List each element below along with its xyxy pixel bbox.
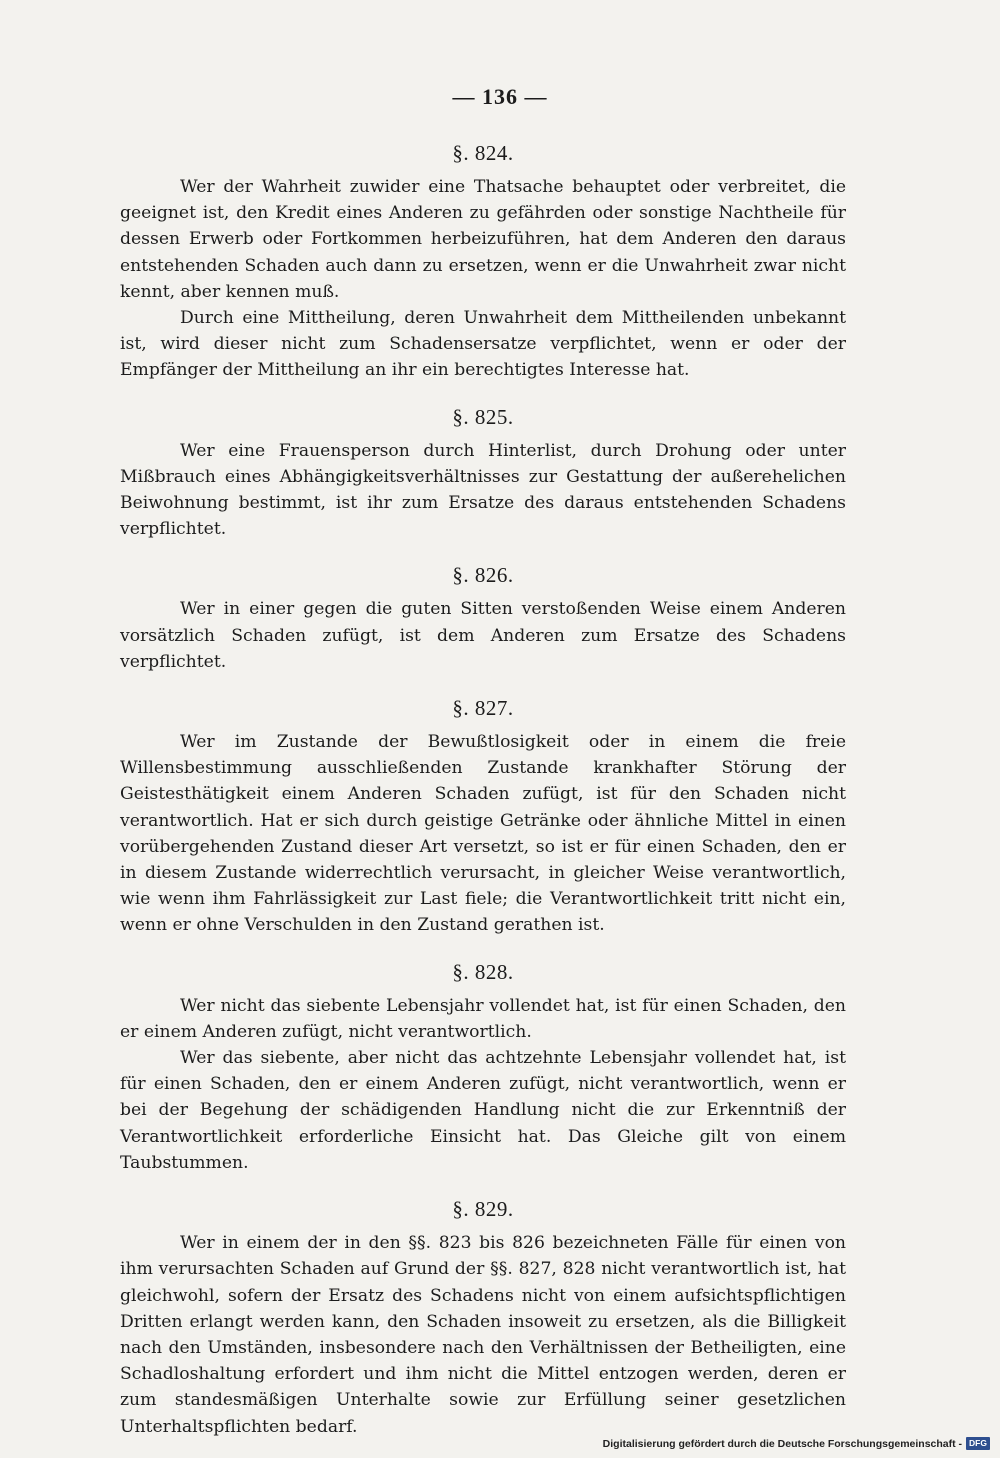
section-paragraph: Wer das siebente, aber nicht das achtzehnte Lebensjahr vollendet hat, ist für einen Schaden, den er einem Anderen zufügt, nicht verantwortlich, wenn er bei der Begehung der schädigenden Handlung nicht die zur Erkenntniß der Verantwortlichkeit erforderliche Einsicht hat. Das Gleiche gilt von einem Taubstummen. [120,1048,846,1173]
section-heading: §. 828. [452,959,514,984]
footer-text: Digitalisierung gefördert durch die Deutsche Forschungsgemeinschaft - [602,1437,963,1450]
paragraph-section [120,560,846,675]
section-heading: §. 826. [452,563,514,588]
paragraph-section [120,957,846,1176]
page-number: — 136 — [452,84,548,109]
dfg-logo: DFG [966,1437,990,1450]
section-paragraph: Wer eine Frauensperson durch Hinterlist, durch Drohung oder unter Mißbrauch eines Abhängigkeitsverhältnisses zur Gestattung der außerehelichen Beiwohnung bestimmt, ist ihr zum Ersatze des daraus entstehenden Schadens verpflichtet. [120,440,846,540]
section-heading: §. 825. [452,404,514,429]
section-heading: §. 824. [452,141,514,165]
document-content [120,138,846,1458]
digitization-footer [603,1437,990,1450]
section-paragraph: Wer der Wahrheit zuwider eine Thatsache behauptet oder verbreitet, die geeignet ist, den Kredit eines Anderen zu gefährden oder sonstige Nachtheile für dessen Erwerb oder Fortkommen herbeizuführen, hat dem Anderen den daraus entstehenden Schaden auch dann zu ersetzen, wenn er die Unwahrheit zwar nicht kennt, aber kennen muß. [120,177,846,302]
section-paragraph: Durch eine Mittheilung, deren Unwahrheit dem Mittheilenden unbekannt ist, wird dieser nicht zum Schadensersatze verpflichtet, wenn er oder der Empfänger der Mittheilung an ihr ein berechtigtes Interesse hat. [120,308,846,381]
section-paragraph: Wer in einer gegen die guten Sitten verstoßenden Weise einem Anderen vorsätzlich Schaden zufügt, ist dem Anderen zum Ersatze des Schadens verpflichtet. [120,599,846,672]
section-paragraph: Wer im Zustande der Bewußtlosigkeit oder in einem die freie Willensbestimmung ausschließenden Zustande krankhafter Störung der Geistesthätigkeit einem Anderen Schaden zufügt, ist für den Schaden nicht verantwortlich. Hat er sich durch geistige Getränke oder ähnliche Mittel in einen vorübergehenden Zustand dieser Art versetzt, so ist er für einen Schaden, den er in diesem Zustande widerrechtlich verursacht, in gleicher Weise verantwortlich, wie wenn ihm Fahrlässigkeit zur Last fiele; die Verantwortlichkeit tritt nicht ein, wenn er ohne Verschulden in den Zustand gerathen ist. [120,732,846,936]
section-paragraph: Wer in einem der in den §§. 823 bis 826 bezeichneten Fälle für einen von ihm verursachten Schaden auf Grund der §§. 827, 828 nicht verantwortlich ist, hat gleichwohl, sofern der Ersatz des Schadens nicht von einem aufsichtspflichtigen Dritten erlangt werden kann, den Schaden insoweit zu ersetzen, als die Billigkeit nach den Umständen, insbesondere nach den Verhältnissen der Betheiligten, eine Schadloshaltung erfordert und ihm nicht die Mittel entzogen werden, deren er zum standesmäßigen Unterhalte sowie zur Erfüllung seiner gesetzlichen Unterhaltspflichten bedarf. [120,1233,846,1437]
section-paragraph: Wer nicht das siebente Lebensjahr vollendet hat, ist für einen Schaden, den er einem Anderen zufügt, nicht verantwortlich. [120,995,846,1042]
section-heading: §. 827. [452,696,514,721]
paragraph-section [120,693,846,939]
section-heading: §. 829. [452,1197,514,1222]
paragraph-section [120,402,846,543]
paragraph-section [120,1194,846,1440]
paragraph-section [120,138,846,384]
